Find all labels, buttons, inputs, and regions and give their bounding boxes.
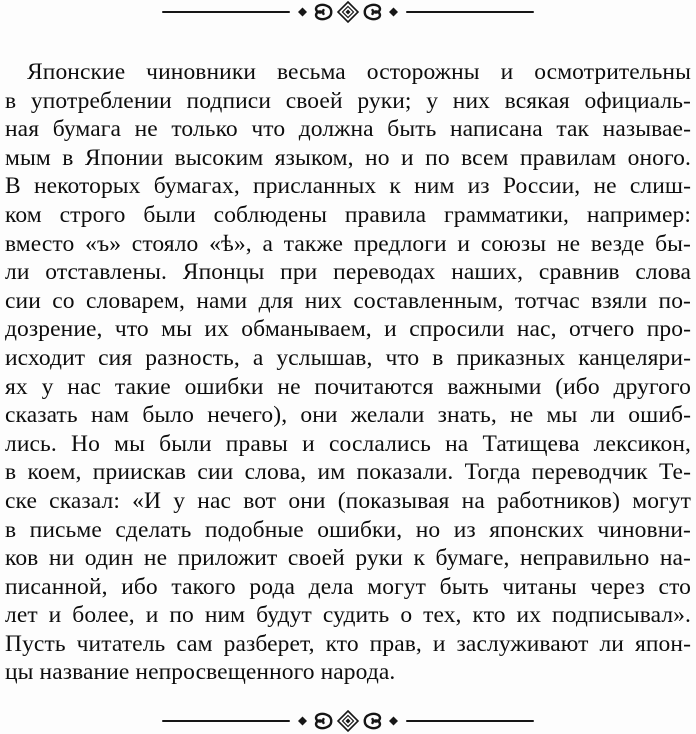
text-line: цы название непросвещенного народа.: [5, 659, 396, 686]
text-line: исходит сия разность, а услышав, что в приказных канцеляри-: [5, 344, 691, 371]
text-line: сии со словарем, нами для них составленным, тотчас взяли по-: [5, 287, 691, 314]
text-line: сказать нам было нечего), они желали знать, не мы ли ошиб-: [5, 402, 691, 429]
divider-rule-right: [406, 11, 534, 13]
scroll-diamond-ornament-icon: [292, 710, 404, 732]
divider-rule-right: [406, 720, 534, 722]
text-line: в употреблении подписи своей руки; у них всякая официаль-: [5, 87, 691, 114]
text-line: мым в Японии высоким языком, но и по всем правилам оного.: [5, 144, 691, 171]
scroll-diamond-ornament-icon: [292, 1, 404, 23]
text-line: писанной, ибо такого рода дела могут быть читаны через сто: [5, 573, 691, 600]
text-line: Пусть читатель сам разберет, кто прав, и заслуживают ли япон-: [5, 630, 691, 657]
text-line: ли отставлены. Японцы при переводах наших, сравнив слова: [5, 259, 691, 286]
text-line: дозрение, что мы их обманываем, и спросили нас, отчего про-: [5, 316, 691, 343]
text-line: ная бумага не только что должна быть написана так называе-: [5, 116, 691, 143]
bottom-divider: [0, 710, 696, 732]
text-line: ком строго были соблюдены правила грамматики, например:: [5, 201, 691, 228]
text-line: лись. Но мы были правы и сослались на Татищева лексикон,: [5, 430, 691, 457]
text-line: в коем, приискав сии слова, им показали. Тогда переводчик Те-: [5, 459, 691, 486]
divider-rule-left: [162, 11, 290, 13]
text-line: ске сказал: «И у нас вот они (показывая на работников) могут: [5, 487, 691, 514]
text-line: вместо «ъ» стояло «ѣ», а также предлоги и союзы не везде бы-: [5, 230, 691, 257]
divider-rule-left: [162, 720, 290, 722]
text-line: Японские чиновники весьма осторожны и осмотрительны: [27, 59, 691, 85]
text-line: ях у нас такие ошибки не почитаются важными (ибо другого: [5, 373, 691, 400]
text-line: в письме сделать подобные ошибки, но из японских чиновни-: [5, 516, 691, 543]
text-line: лет и более, и по ним будут судить о тех, кто их подписывал».: [5, 602, 691, 629]
paragraph: [0, 58, 696, 687]
text-line: В некоторых бумагах, присланных к ним из России, не слиш-: [5, 173, 691, 200]
text-line: ков ни один не приложит своей руки к бумаге, неправильно на-: [5, 545, 691, 572]
top-divider: [0, 1, 696, 23]
